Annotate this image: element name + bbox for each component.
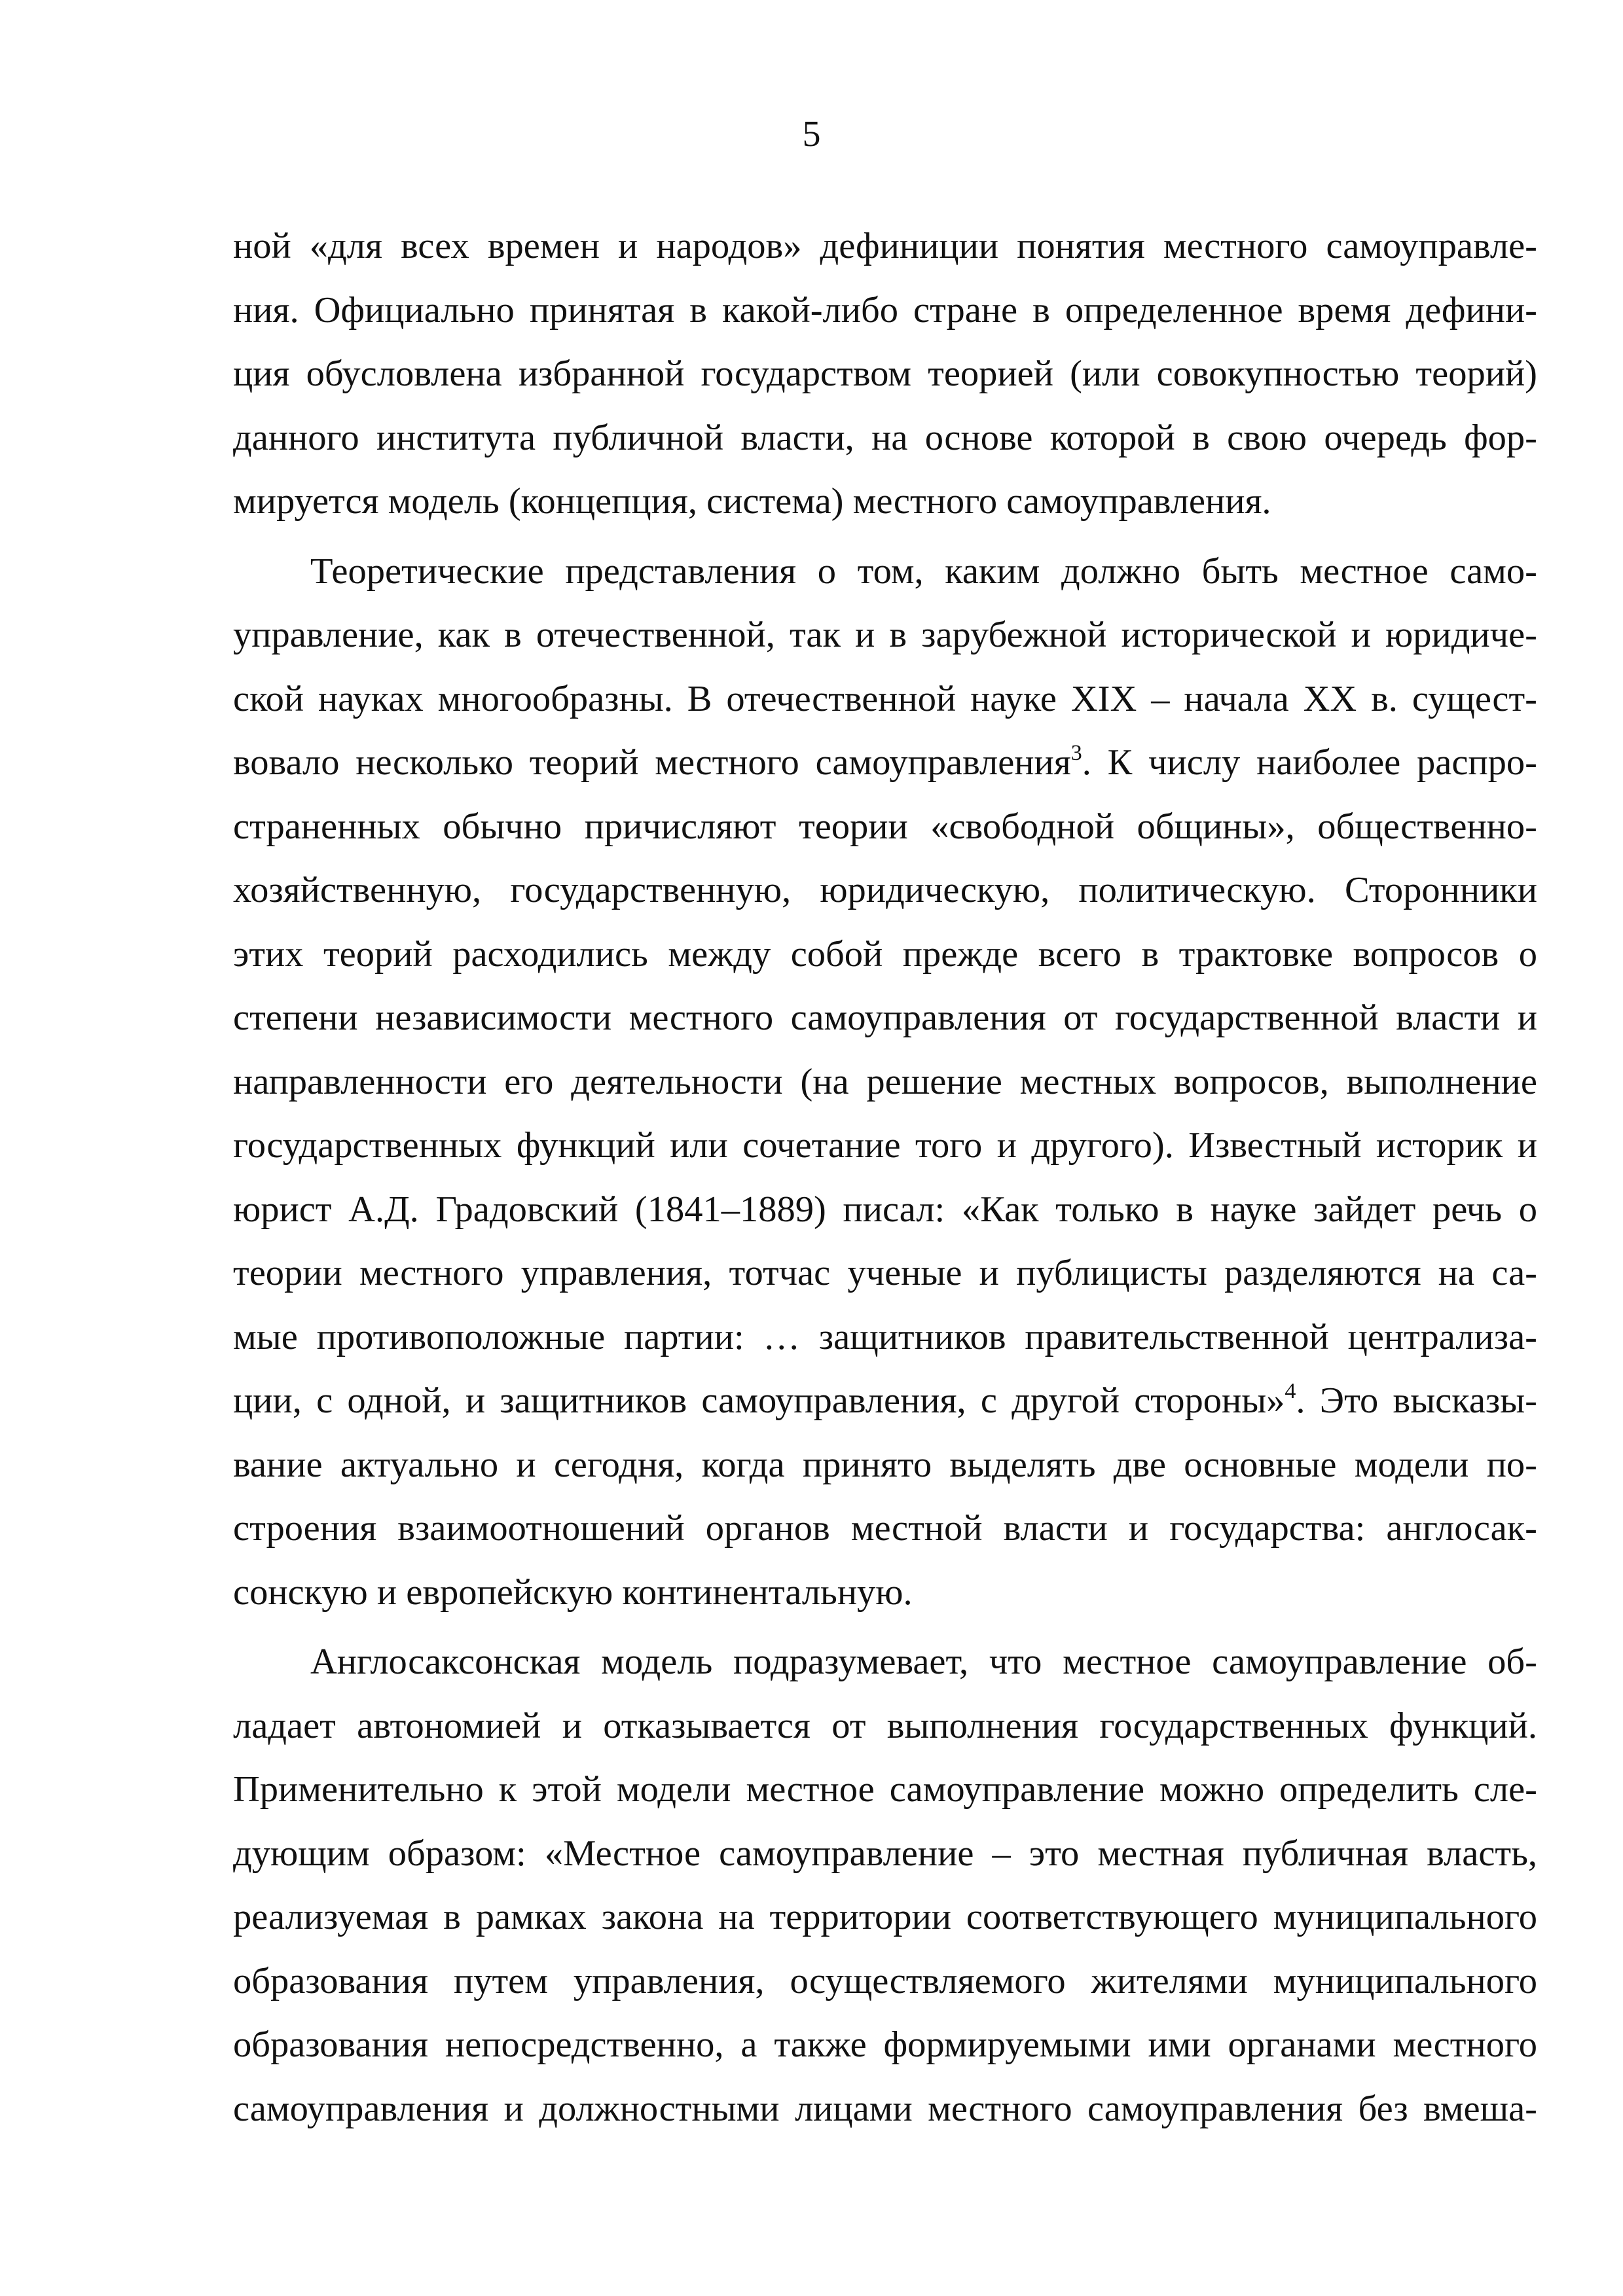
text-line: ладает автономией и отказывается от выполнения государственных функций. [233,1705,1537,1746]
body-text [233,215,1537,2141]
text-line: Теоретические представления о том, каким должно быть местное само- [310,550,1537,592]
footnote-marker-3[interactable]: 3 [1070,741,1082,765]
text-line: хозяйственную, государственную, юридическую, политическую. Сторонники [233,870,1537,910]
text-line: направленности его деятельности (на решение местных вопросов, выполнение [233,1061,1537,1102]
text-line-with-footnote [233,1369,1537,1433]
paragraph-1 [233,215,1537,534]
text-line-with-footnote [233,731,1537,795]
text-line: управление, как в отечественной, так и в зарубежной исторической и юридиче- [233,615,1537,655]
text-line: ной «для всех времен и народов» дефиниции понятия местного самоуправле- [233,226,1537,266]
paragraph-3 [233,1630,1537,2141]
text-line: данного института публичной власти, на основе которой в свою очередь фор- [233,417,1537,458]
text-line: мые противоположные партии: … защитников правительственной централиза- [233,1316,1537,1357]
text-line: степени независимости местного самоуправления от государственной власти и [233,997,1537,1038]
text-segment: . Это высказы- [1296,1380,1537,1421]
paragraph-2 [233,540,1537,1625]
text-line: теории местного управления, тотчас ученые и публицисты разделяются на са- [233,1253,1537,1293]
text-line: образования путем управления, осуществляемого жителями муниципального [233,1960,1537,2001]
text-line: ция обусловлена избранной государством теорией (или совокупностью теорий) [233,353,1537,394]
text-segment: ции, с одной, и защитников самоуправления, с другой стороны» [233,1380,1285,1421]
text-line: ния. Официально принятая в какой-либо стране в определенное время дефини- [233,289,1537,331]
text-line: дующим образом: «Местное самоуправление – это местная публичная власть, [233,1833,1537,1874]
page-number: 5 [802,114,821,154]
text-line: Применительно к этой модели местное самоуправление можно определить сле- [233,1769,1537,1810]
text-line: юрист А.Д. Градовский (1841–1889) писал: «Как только в науке зайдет речь о [233,1189,1537,1230]
text-segment: вовало несколько теорий местного самоуправления [233,742,1071,783]
text-line: страненных обычно причисляют теории «свободной общины», общественно- [233,806,1537,847]
text-line: ской науках многообразны. В отечественной науке XIX – начала XX в. сущест- [233,678,1537,719]
text-line: вание актуально и сегодня, когда принято выделять две основные модели по- [233,1444,1537,1485]
text-line: строения взаимоотношений органов местной власти и государства: англосак- [233,1508,1537,1549]
text-segment: . К числу наиболее распро- [1082,742,1537,783]
text-line: самоуправления и должностными лицами местного самоуправления без вмеша- [233,2088,1537,2129]
text-line: государственных функций или сочетание того и другого). Известный историк и [233,1125,1537,1166]
text-line: сонскую и европейскую континентальную. [233,1571,913,1613]
footnote-marker-4[interactable]: 4 [1285,1379,1296,1403]
text-line: реализуемая в рамках закона на территории соответствующего муниципального [233,1897,1537,1937]
text-line: мируется модель (концепция, система) местного самоуправления. [233,481,1271,522]
text-line: образования непосредственно, а также формируемыми ими органами местного [233,2024,1537,2065]
text-line: Англосаксонская модель подразумевает, что местное самоуправление об- [310,1641,1537,1682]
text-line: этих теорий расходились между собой прежде всего в трактовке вопросов о [233,933,1537,975]
